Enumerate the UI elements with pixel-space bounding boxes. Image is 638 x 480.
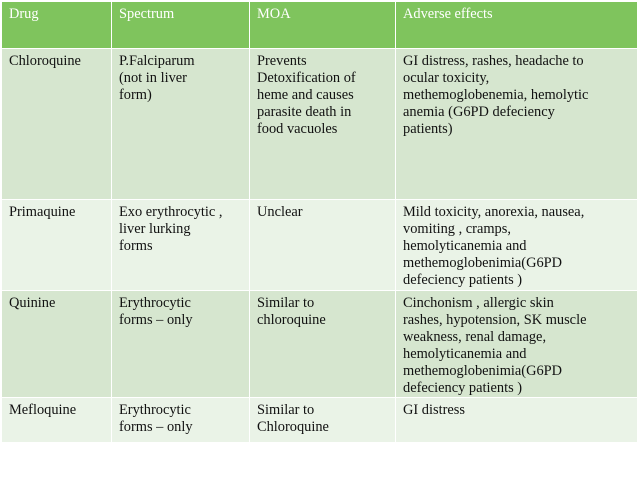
header-spectrum: Spectrum [112,2,250,49]
table-row [2,49,638,200]
drug-cell [2,291,112,398]
drug-cell [2,200,112,291]
adverse-effects-cell [396,291,638,398]
drug-name: Chloroquine [9,53,81,69]
drug-cell [2,49,112,200]
header-adverse-effects: Adverse effects [396,2,638,49]
spectrum-text: Erythrocytic forms – only [119,295,193,328]
moa-text: Prevents Detoxification of heme and causes parasite death in food vacuoles [257,53,356,137]
moa-text: Unclear [257,204,303,220]
spectrum-text: Erythrocytic forms – only [119,402,193,435]
spectrum-cell [112,49,250,200]
moa-text: Similar to Chloroquine [257,402,329,435]
moa-cell [250,200,396,291]
spectrum-text: P.Falciparum (not in liver form) [119,53,195,103]
moa-text: Similar to chloroquine [257,295,326,328]
adverse-effects-cell [396,200,638,291]
drug-name: Primaquine [9,204,76,220]
table-header-row [2,2,638,49]
drug-name: Mefloquine [9,402,77,418]
moa-cell [250,49,396,200]
moa-cell [250,291,396,398]
table-row [2,291,638,398]
spectrum-cell [112,398,250,443]
drug-cell [2,398,112,443]
adverse-effects-text: Mild toxicity, anorexia, nausea, vomiting , cramps, hemolyticanemia and methemoglobenimia(G6PD defeciency patients ) [403,204,585,288]
table-row [2,200,638,291]
header-moa: MOA [250,2,396,49]
adverse-effects-cell [396,398,638,443]
spectrum-cell [112,291,250,398]
spectrum-cell [112,200,250,291]
adverse-effects-text: Cinchonism , allergic skin rashes, hypotension, SK muscle weakness, renal damage, hemolyticanemia and methemoglobenimia(G6PD defeciency patients ) [403,295,587,396]
adverse-effects-text: GI distress, rashes, headache to ocular toxicity, methemoglobenemia, hemolytic anemia (G6PD defeciency patients) [403,53,589,137]
header-drug: Drug [2,2,112,49]
moa-cell [250,398,396,443]
table-row [2,398,638,443]
antimalarial-drug-table [1,1,638,443]
adverse-effects-text: GI distress [403,402,465,418]
adverse-effects-cell [396,49,638,200]
drug-name: Quinine [9,295,56,311]
spectrum-text: Exo erythrocytic , liver lurking forms [119,204,223,254]
